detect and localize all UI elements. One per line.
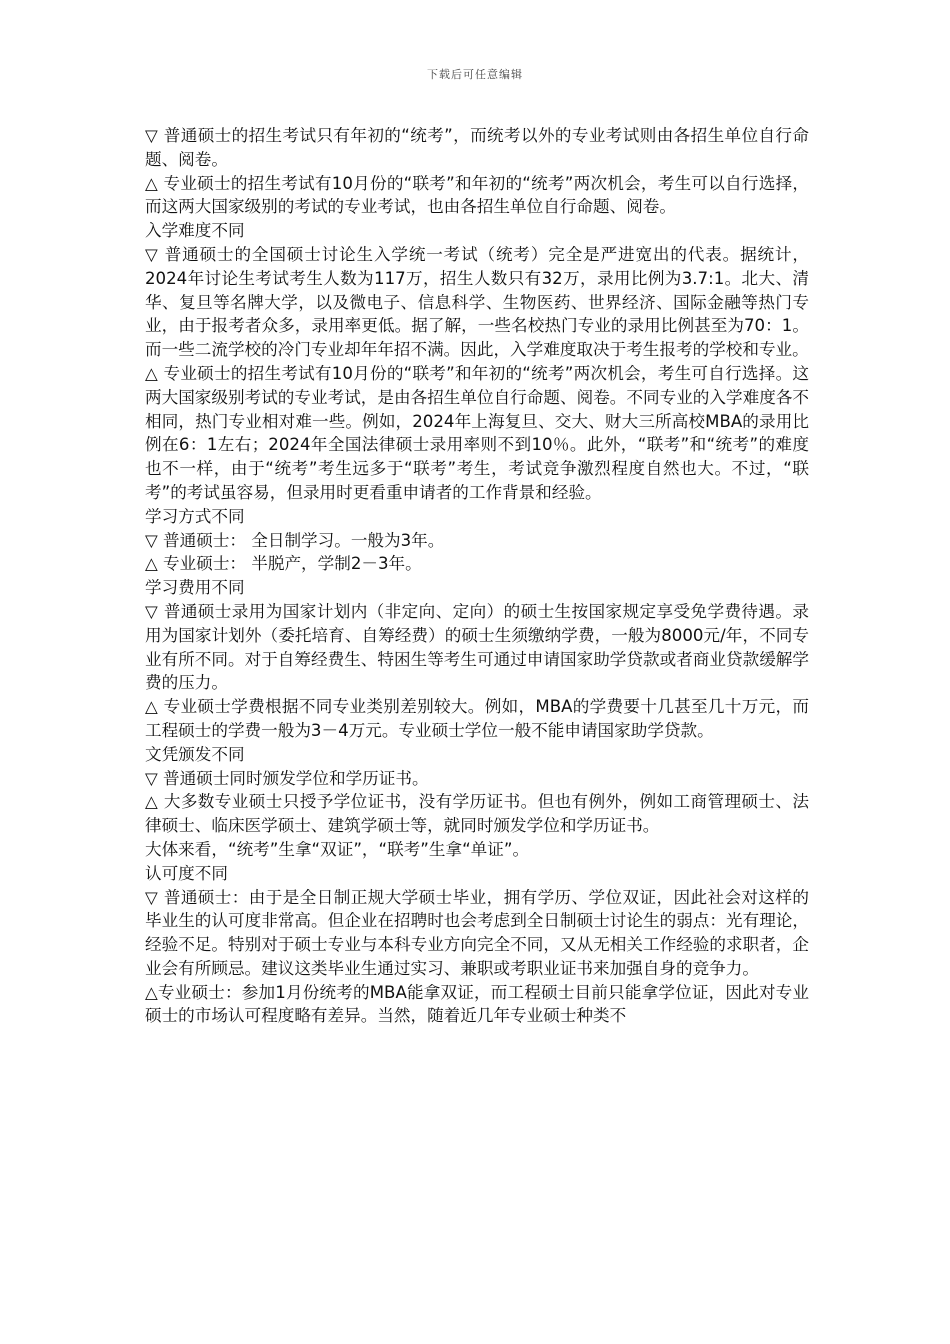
- paragraph-general-master-diploma: ▽ 普通硕士同时颁发学位和学历证书。: [145, 768, 429, 788]
- paragraph-professional-master-difficulty: △ 专业硕士的招生考试有10月份的“联考”和年初的“统考”两次机会，考生可自行选择。这两大国家级别考试的专业考试，是由各招生单位自行命题、阅卷。不同专业的入学难度各不相同，热门专业相对难一些。例如，2024年上海复旦、交大、财大三所高校MBA的录用比例在6：1左右；2024年全国法律硕士录用率则不到10％。此外，“联考”和“统考”的难度也不一样，由于“统考”考生远多于“联考”考生，考试竞争激烈程度自然也大。不过，“联考”的考试虽容易，但录用时更看重申请者的工作背景和经验。: [145, 363, 809, 502]
- section-heading-tuition: 学习费用不同: [145, 578, 245, 598]
- document-body: [145, 124, 809, 1028]
- paragraph-general-master-tuition: ▽ 普通硕士录用为国家计划内（非定向、定向）的硕士生按国家规定享受免学费待遇。录用为国家计划外（委托培育、自筹经费）的硕士生须缴纳学费，一般为8000元/年，不同专业有所不同。对于自筹经费生、特困生等考生可通过申请国家助学贷款或者商业贷款缓解学费的压力。: [145, 601, 809, 693]
- paragraph-general-master-study-mode: ▽ 普通硕士： 全日制学习。一般为3年。: [145, 530, 445, 550]
- paragraph-diploma-summary: 大体来看，“统考”生拿“双证”，“联考”生拿“单证”。: [145, 839, 530, 859]
- paragraph-professional-master-recognition: △专业硕士：参加1月份统考的MBA能拿双证，而工程硕士目前只能拿学位证，因此对专业硕士的市场认可程度略有差异。当然，随着近几年专业硕士种类不: [145, 982, 809, 1026]
- section-heading-admission-difficulty: 入学难度不同: [145, 221, 245, 241]
- paragraph-general-master-difficulty: ▽ 普通硕士的全国硕士讨论生入学统一考试（统考）完全是严进宽出的代表。据统计，2024年讨论生考试考生人数为117万，招生人数只有32万，录用比例为3.7:1。北大、清华、复旦等名牌大学，以及微电子、信息科学、生物医药、世界经济、国际金融等热门专业，由于报考者众多，录用率更低。据了解，一些名校热门专业的录用比例甚至为70：1。而一些二流学校的冷门专业却年年招不满。因此，入学难度取决于考生报考的学校和专业。: [145, 244, 809, 360]
- paragraph-professional-master-exam: △ 专业硕士的招生考试有10月份的“联考”和年初的“统考”两次机会，考生可以自行选择，而这两大国家级别的考试的专业考试，也由各招生单位自行命题、阅卷。: [145, 173, 809, 217]
- page-header: 下载后可任意编辑: [427, 68, 523, 81]
- paragraph-general-master-exam: ▽ 普通硕士的招生考试只有年初的“统考”，而统考以外的专业考试则由各招生单位自行命题、阅卷。: [145, 126, 809, 169]
- paragraph-professional-master-tuition: △ 专业硕士学费根据不同专业类别差别较大。例如，MBA的学费要十几甚至几十万元，而工程硕士的学费一般为3－4万元。专业硕士学位一般不能申请国家助学贷款。: [145, 697, 809, 740]
- section-heading-diploma: 文凭颁发不同: [145, 744, 245, 764]
- section-heading-recognition: 认可度不同: [145, 863, 228, 883]
- paragraph-professional-master-diploma: △ 大多数专业硕士只授予学位证书，没有学历证书。但也有例外，例如工商管理硕士、法律硕士、临床医学硕士、建筑学硕士等，就同时颁发学位和学历证书。: [145, 792, 809, 836]
- paragraph-general-master-recognition: ▽ 普通硕士：由于是全日制正规大学硕士毕业，拥有学历、学位双证，因此社会对这样的毕业生的认可度非常高。但企业在招聘时也会考虑到全日制硕士讨论生的弱点：光有理论，经验不足。特别对于硕士专业与本科专业方向完全不同，又从无相关工作经验的求职者，企业会有所顾忌。建议这类毕业生通过实习、兼职或考职业证书来加强自身的竞争力。: [145, 887, 809, 978]
- section-heading-study-mode: 学习方式不同: [145, 506, 245, 526]
- paragraph-professional-master-study-mode: △ 专业硕士： 半脱产，学制2－3年。: [145, 554, 422, 574]
